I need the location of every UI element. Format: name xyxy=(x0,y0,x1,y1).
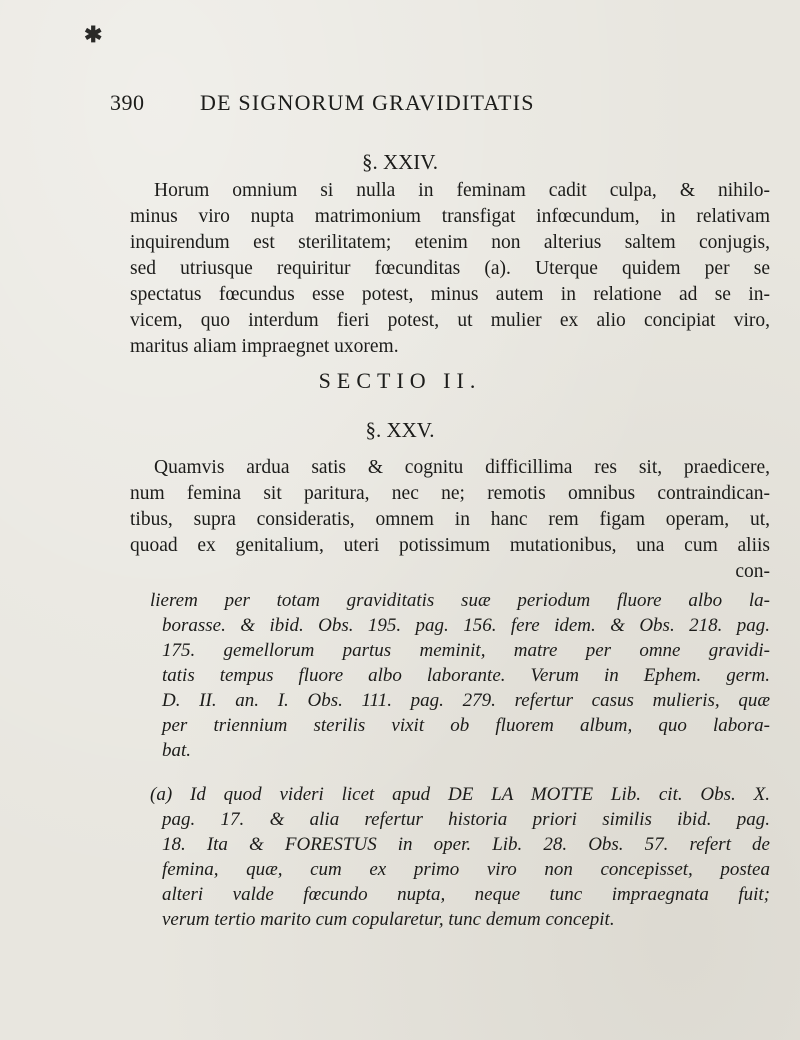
footnote-line: per triennium sterilis vixit ob fluorem album, quo labora- xyxy=(162,715,770,736)
text-line: Horum omnium si nulla in feminam cadit culpa, & nihilo- xyxy=(154,180,770,201)
page-number: 390 xyxy=(110,90,145,115)
footnote-line: alteri valde fœcundo nupta, neque tunc impraegnata fuit; xyxy=(162,884,770,905)
footnote-line: verum tertio marito cum copularetur, tunc demum concepit. xyxy=(162,909,615,930)
footnote-line: borasse. & ibid. Obs. 195. pag. 156. fere idem. & Obs. 218. pag. xyxy=(162,615,770,636)
text-line: vicem, quo interdum fieri potest, ut mulier ex alio concipiat viro, xyxy=(130,310,770,331)
footnote-line: (a) Id quod videri licet apud DE LA MOTTE Lib. cit. Obs. X. xyxy=(150,784,770,805)
text-line: inquirendum est sterilitatem; etenim non alterius saltem conjugis, xyxy=(130,232,770,253)
footnote-line: femina, quæ, cum ex primo viro non concepisset, postea xyxy=(162,859,770,880)
footnote-line: bat. xyxy=(162,740,192,761)
footnote-line: D. II. an. I. Obs. 111. pag. 279. refertur casus mulieris, quæ xyxy=(162,690,770,711)
running-title: DE SIGNORUM GRAVIDITATIS xyxy=(200,90,535,115)
section-heading-24: §. XXIV. xyxy=(361,150,439,174)
text-line: spectatus fœcundus esse potest, minus autem in relatione ad se in- xyxy=(130,284,770,305)
footnote-a xyxy=(150,782,770,932)
paragraph-24 xyxy=(130,178,770,360)
footnote-line: tatis tempus fluore albo laborante. Verum in Ephem. germ. xyxy=(162,665,770,686)
page-header xyxy=(110,90,750,124)
section-title: SECTIO II. xyxy=(318,368,482,393)
text-line: quoad ex genitalium, uteri potissimum mutationibus, una cum aliis xyxy=(130,535,770,556)
text-line: num femina sit paritura, nec ne; remotis omnibus contraindican- xyxy=(130,483,770,504)
paragraph-25 xyxy=(130,455,770,585)
text-line: Quamvis ardua satis & cognitu difficillima res sit, praedicere, xyxy=(154,457,770,478)
footnote-line: 175. gemellorum partus meminit, matre per omne gravidi- xyxy=(162,640,770,661)
footnote-line: pag. 17. & alia refertur historia priori similis ibid. pag. xyxy=(162,809,770,830)
footnote-continued xyxy=(150,588,770,763)
footnote-line: lierem per totam graviditatis suæ periodum fluore albo la- xyxy=(150,590,770,611)
section-heading-25: §. XXV. xyxy=(365,418,435,442)
text-line: sed utriusque requiritur fœcunditas (a). Uterque quidem per se xyxy=(130,258,770,279)
text-line: minus viro nupta matrimonium transfigat infœcundum, in relativam xyxy=(130,206,770,227)
ink-blot-mark: ✱ xyxy=(84,22,103,48)
text-line: maritus aliam impraegnet uxorem. xyxy=(130,336,399,357)
text-line: tibus, supra consideratis, omnem in hanc rem figam operam, ut, xyxy=(130,509,770,530)
footnote-line: 18. Ita & FORESTUS in oper. Lib. 28. Obs. 57. refert de xyxy=(162,834,770,855)
catchword: con- xyxy=(735,561,770,582)
